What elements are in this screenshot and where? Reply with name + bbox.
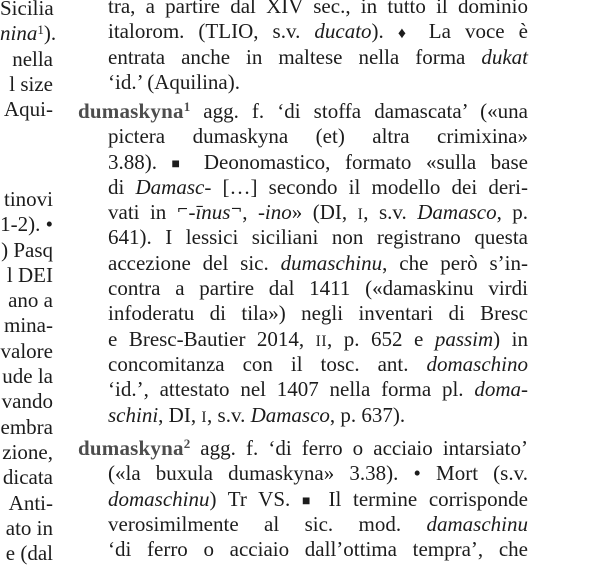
text-line: [108, 225, 528, 250]
text-line: [108, 251, 528, 276]
text-segment: vati in: [108, 200, 177, 225]
text-segment: damaschinu: [426, 511, 528, 536]
text-segment: Damasco: [250, 402, 330, 427]
text-segment: infoderatu di tila») negli inventari di Bresc: [108, 301, 528, 326]
text-segment: ano a: [8, 288, 53, 313]
text-segment: domaschino: [426, 351, 528, 376]
text-segment: contra a partire dal 1411 («damaskinu virdi: [108, 276, 528, 301]
text-segment: Sicilia: [0, 0, 54, 20]
text-line: [108, 301, 528, 326]
text-line: [0, 288, 53, 313]
text-line: [78, 436, 528, 461]
text-segment: ‘di ferro o acciaio dall’ottima tempra’, che: [108, 537, 528, 562]
black-diamond-icon: ♦: [397, 25, 415, 43]
text-segment: e (dal: [5, 541, 53, 566]
text-segment: , s.v.: [363, 200, 418, 225]
text-segment: ).: [43, 21, 57, 46]
text-line: [0, 389, 53, 414]
text-line: [0, 516, 53, 541]
text-segment: verosimilmente al sic. mod.: [108, 511, 427, 536]
text-segment: Aqui-: [4, 97, 53, 122]
text-segment: italorom. (TLIO, s.v.: [108, 19, 315, 44]
text-segment: accezione del sic.: [108, 250, 281, 275]
text-segment: » (DI,: [291, 200, 358, 225]
text-segment: ato in: [5, 515, 53, 540]
superscript-number: 1: [37, 22, 44, 38]
text-segment: entrata anche in maltese nella forma: [108, 44, 482, 69]
homograph-number: 1: [183, 99, 191, 114]
bullet-icon: •: [413, 461, 421, 486]
corner-bracket-icon: ⌐: [176, 202, 189, 219]
text-segment: Il termine corrisponde: [316, 486, 528, 511]
text-line: [108, 461, 528, 486]
text-segment: l size: [9, 71, 53, 96]
text-segment: , p.: [496, 200, 529, 225]
text-segment: -īnus: [188, 200, 231, 225]
text-segment: dicata: [2, 465, 53, 490]
text-segment: 3.88).: [108, 149, 172, 174]
text-line: [0, 339, 53, 364]
text-segment: ,: [242, 200, 258, 225]
text-line: [108, 200, 528, 225]
text-segment: nina: [0, 21, 38, 46]
text-segment: 1-2).: [0, 212, 46, 237]
text-segment: doma-: [474, 377, 528, 402]
text-segment: agg. f. ‘di ferro o acciaio intarsiato’: [190, 436, 528, 460]
text-line: [0, 0, 53, 21]
text-line: [108, 19, 528, 44]
text-segment: dumaschinu: [280, 250, 383, 275]
text-line: [108, 150, 528, 175]
text-segment: , s.v.: [207, 402, 251, 427]
entry-dumaskyna-2: [78, 436, 528, 562]
text-segment: , che però s’in-: [382, 250, 528, 275]
text-line: [0, 21, 57, 46]
text-segment: mina-: [4, 313, 53, 338]
text-line: [108, 0, 528, 19]
text-segment: ) in: [493, 326, 528, 351]
text-segment: ).: [371, 19, 398, 44]
text-segment: Deonomastico, formato «sulla base: [189, 149, 528, 174]
text-segment: , DI,: [158, 402, 202, 427]
text-segment: , p. 652 e: [327, 326, 435, 351]
text-segment: tra, a partire dal XIV sec., in tutto il dominio: [108, 0, 528, 18]
text-segment: concomitanza con il tosc. ant.: [108, 351, 427, 376]
text-segment: passim: [434, 326, 494, 351]
entry-headword: dumaskyna: [78, 436, 184, 460]
text-segment: Anti-: [8, 490, 53, 515]
entry-dumaskyna-1: [78, 99, 529, 428]
text-segment: embra: [0, 414, 53, 439]
text-segment: vando: [1, 389, 53, 414]
text-segment: ) Tr VS.: [209, 486, 302, 511]
black-square-icon: ■: [171, 156, 190, 172]
text-segment: La voce è: [414, 19, 528, 44]
text-line: [0, 313, 53, 338]
text-segment: ‘id.’, attestato nel 1407 nella forma pl.: [108, 377, 475, 402]
homograph-number: 2: [183, 436, 191, 451]
text-segment: zione,: [2, 439, 53, 464]
text-line: [108, 537, 528, 562]
text-segment: valore: [0, 338, 53, 363]
text-segment: schini: [108, 402, 159, 427]
text-line: [0, 541, 53, 566]
left-column-clipped-fragments-lower: [0, 187, 53, 566]
text-line: [0, 47, 53, 72]
text-line: [108, 403, 528, 428]
text-segment: Damasc-: [135, 174, 212, 199]
text-segment: domaschinu: [108, 486, 210, 511]
text-line: [0, 440, 53, 465]
text-segment: di: [108, 174, 136, 199]
text-line: [108, 45, 528, 70]
text-segment: nella: [12, 46, 53, 71]
text-line: [0, 364, 53, 389]
text-segment: ‘id.’ (Aquilina).: [108, 69, 240, 94]
left-column-clipped-fragments-upper: [0, 0, 57, 122]
text-line: [0, 238, 53, 263]
text-segment: , p. 637).: [329, 402, 406, 427]
text-line: [108, 124, 528, 149]
text-segment: l DEI: [6, 262, 53, 287]
text-line: [78, 99, 528, 124]
text-segment: -ino: [257, 200, 292, 225]
text-line: [108, 276, 528, 301]
smallcaps-roman-numeral: I: [357, 206, 364, 224]
text-line: [108, 487, 528, 512]
text-line: [108, 377, 528, 402]
text-line: [108, 327, 528, 352]
bullet-icon: •: [45, 212, 53, 237]
text-line: [108, 175, 528, 200]
corner-bracket-icon: ¬: [230, 202, 243, 219]
text-line: [0, 72, 53, 97]
text-line: [0, 415, 53, 440]
text-line: [0, 263, 53, 288]
black-square-icon: ■: [301, 493, 317, 509]
text-segment: e Bresc-Bautier 2014,: [108, 326, 316, 351]
continuation-paragraph-ducato: [108, 0, 528, 95]
smallcaps-roman-numeral: I: [201, 408, 208, 426]
text-segment: ude la: [2, 364, 53, 389]
text-line: [108, 70, 528, 95]
text-segment: agg. f. ‘di stoffa damascata’ («una: [190, 99, 528, 123]
text-segment: […] secondo il modello dei deri-: [211, 174, 528, 199]
entry-headword: dumaskyna: [78, 99, 184, 123]
text-segment: dukat: [481, 44, 528, 69]
text-line: [0, 491, 53, 516]
text-segment: pictera dumaskyna (et) altra crimixina»: [108, 124, 528, 149]
text-segment: 641). I lessici siciliani non registrano questa: [108, 225, 528, 250]
text-line: [0, 465, 53, 490]
text-line: [108, 352, 528, 377]
text-line: [0, 212, 53, 237]
text-line: [0, 187, 53, 212]
text-segment: tinovi: [3, 187, 53, 211]
text-segment: Mort (s.v.: [420, 461, 528, 486]
text-segment: («la buxula dumaskyna» 3.38).: [108, 461, 414, 486]
smallcaps-roman-numeral: II: [315, 332, 327, 350]
text-line: [108, 512, 528, 537]
text-line: [0, 97, 53, 122]
text-segment: Damasco: [417, 200, 497, 225]
text-segment: ducato: [314, 19, 372, 44]
text-segment: ) Pasq: [1, 237, 53, 262]
